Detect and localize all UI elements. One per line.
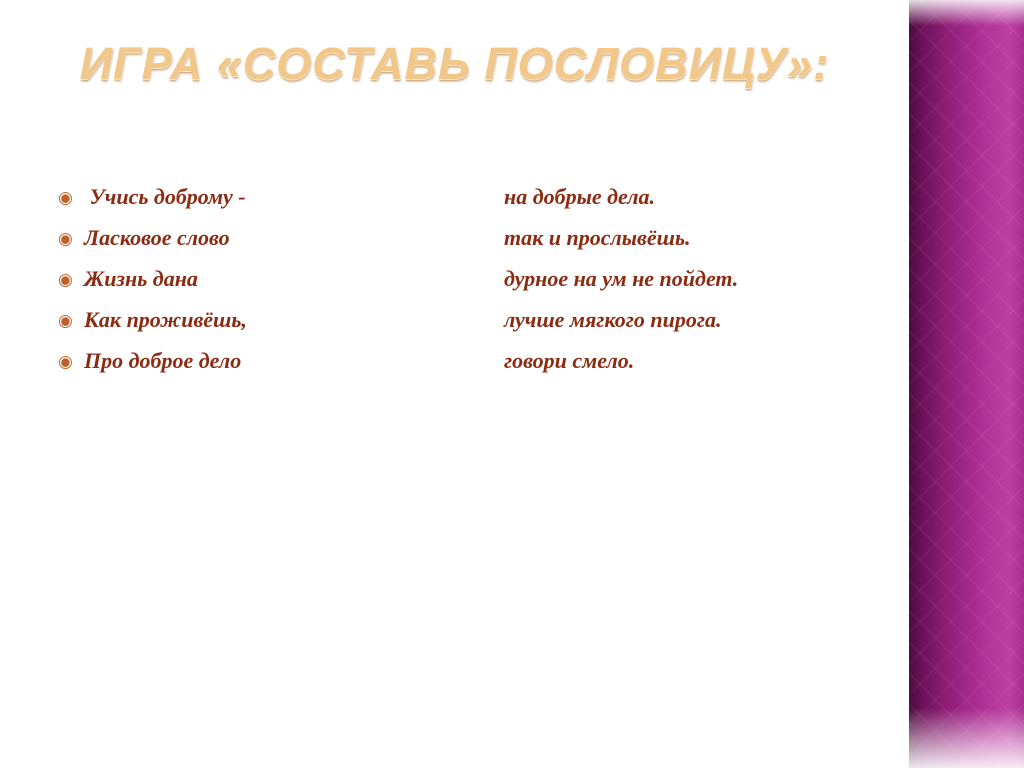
proverb-end: так и прослывёшь. [504,225,691,250]
page-title: ИГРА «СОСТАВЬ ПОСЛОВИЦУ»: [79,38,830,89]
circle-dot-bullet-icon: ◉ [58,311,73,331]
proverb-list [58,184,888,389]
proverb-start: Как проживёшь, [84,307,247,332]
decorative-side-band [909,0,1024,768]
circle-dot-bullet-icon: ◉ [58,352,73,372]
proverb-start: Жизнь дана [84,266,198,291]
circle-dot-bullet-icon: ◉ [58,270,73,290]
proverb-end: дурное на ум не пойдет. [504,266,739,291]
proverb-start: Ласковое слово [84,225,230,250]
side-band-bottom-fade [909,708,1024,768]
list-item [58,266,888,307]
proverb-end: на добрые дела. [504,184,656,209]
circle-dot-bullet-icon: ◉ [58,229,73,249]
list-item [58,225,888,266]
list-item [58,184,888,225]
side-band-top-fade [909,0,1024,26]
proverb-start: Учись доброму - [84,184,246,209]
list-item [58,307,888,348]
proverb-end: говори смело. [504,348,635,373]
proverb-start: Про доброе дело [84,348,242,373]
circle-dot-bullet-icon: ◉ [58,188,73,208]
list-item [58,348,888,389]
proverb-end: лучше мягкого пирога. [504,307,722,332]
